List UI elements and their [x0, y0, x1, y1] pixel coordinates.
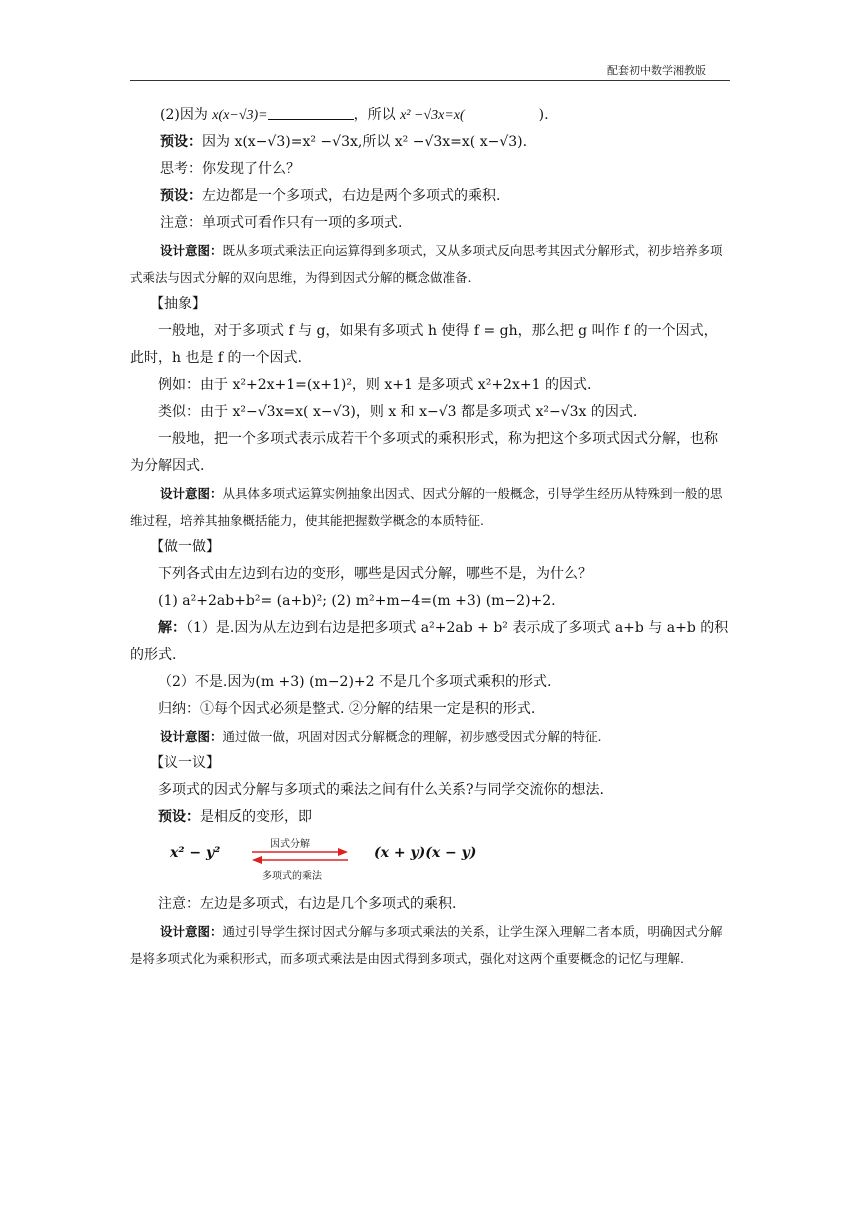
- answer-blank[interactable]: [268, 107, 354, 120]
- discuss-question: 多项式的因式分解与多项式的乘法之间有什么关系?与同学交流你的想法.: [158, 782, 604, 798]
- q2-mid: ，所以: [353, 107, 401, 123]
- section-discuss: 【议一议】: [150, 755, 220, 771]
- preset-label: 预设：: [158, 809, 200, 825]
- abstract-example-1: 例如：由于 x²+2x+1=(x+1)²，则 x+1 是多项式 x²+2x+1 的因式.: [158, 377, 592, 393]
- factorization-diagram: [130, 835, 730, 887]
- header-rule: [130, 80, 730, 81]
- intent-text: 既从多项式乘法正向运算得到多项式，又从多项式反向思考其因式分解形式，初步培养多项式乘法与因式分解的双向思维，为得到因式分解的概念做准备.: [130, 243, 723, 285]
- do-solution-1: [130, 615, 730, 669]
- design-intent-3: [130, 723, 730, 750]
- q2-expr2: x² −√3x=x(: [400, 108, 465, 123]
- preset-1: [130, 129, 730, 156]
- solution-label: 解：: [158, 620, 186, 636]
- abstract-factorization-def: 一般地，把一个多项式表示成若干个多项式的乘积形式，称为把这个多项式因式分解，也称为分解因式.: [130, 431, 718, 474]
- diagram-bottom-label: 多项式的乘法: [262, 871, 322, 882]
- preset-text: 左边都是一个多项式，右边是两个多项式的乘积.: [202, 188, 501, 204]
- preset-2: [130, 183, 730, 210]
- intent-label: 设计意图：: [160, 486, 223, 501]
- diagram-left-expr: x² − y²: [170, 845, 221, 861]
- intent-label: 设计意图：: [160, 924, 223, 939]
- q2-expr: x(x−√3)=: [212, 108, 268, 123]
- do-items: (1) a²+2ab+b²= (a+b)²; (2) m²+m−4=(m +3) (m−2)+2.: [158, 593, 556, 609]
- design-intent-1: [130, 237, 730, 291]
- preset-label: 预设：: [160, 188, 202, 204]
- section-do: 【做一做】: [150, 539, 220, 555]
- do-question: 下列各式由左边到右边的变形，哪些是因式分解，哪些不是，为什么？: [158, 566, 592, 582]
- header-title: 配套初中数学湘教版: [607, 64, 706, 77]
- double-arrow-icon: [250, 848, 350, 864]
- section-abstract: 【抽象】: [150, 296, 206, 312]
- intent-text: 通过引导学生探讨因式分解与多项式乘法的关系，让学生深入理解二者本质，明确因式分解是将多项式化为乘积形式，而多项式乘法是由因式得到多项式，强化对这两个重要概念的记忆与理解.: [130, 924, 723, 966]
- intent-label: 设计意图：: [160, 243, 223, 258]
- question-2: [130, 102, 730, 129]
- abstract-definition: 一般地，对于多项式 f 与 g，如果有多项式 h 使得 f = gh，那么把 g 叫作 f 的一个因式，此时，h 也是 f 的一个因式.: [130, 323, 718, 366]
- intent-text: 通过做一做，巩固对因式分解概念的理解，初步感受因式分解的特征.: [222, 729, 602, 744]
- q2-end: ).: [538, 107, 549, 123]
- diagram-top-label: 因式分解: [270, 839, 310, 850]
- page-header: [130, 58, 730, 78]
- preset-label: 预设：: [160, 134, 202, 150]
- note-1: 注意：单项式可看作只有一项的多项式.: [160, 215, 403, 231]
- do-summary: 归纳：①每个因式必须是整式. ②分解的结果一定是积的形式.: [158, 701, 536, 717]
- think-prompt: 思考：你发现了什么？: [160, 161, 300, 177]
- design-intent-2: [130, 480, 730, 534]
- discuss-note: 注意：左边是多项式，右边是几个多项式的乘积.: [158, 896, 457, 912]
- discuss-preset: [130, 804, 730, 831]
- intent-label: 设计意图：: [160, 729, 223, 744]
- do-solution-2: （2）不是.因为(m +3) (m−2)+2 不是几个多项式乘积的形式.: [158, 674, 552, 690]
- preset-text: 是相反的变形，即: [200, 809, 312, 825]
- intent-text: 从具体多项式运算实例抽象出因式、因式分解的一般概念，引导学生经历从特殊到一般的思维过程，培养其抽象概括能力，使其能把握数学概念的本质特征.: [130, 486, 723, 528]
- document-body: [130, 102, 730, 972]
- q2-pre: (2)因为: [160, 107, 213, 123]
- solution-text: （1）是.因为从左边到右边是把多项式 a²+2ab + b² 表示成了多项式 a+b 与 a+b 的积的形式.: [130, 620, 729, 663]
- preset-text: 因为 x(x−√3)=x² −√3x,所以 x² −√3x=x( x−√3).: [202, 134, 528, 150]
- diagram-right-expr: (x + y)(x − y): [374, 845, 477, 861]
- abstract-example-2: 类似：由于 x²−√3x=x( x−√3)，则 x 和 x−√3 都是多项式 x²−√3x 的因式.: [158, 404, 638, 420]
- design-intent-4: [130, 918, 730, 972]
